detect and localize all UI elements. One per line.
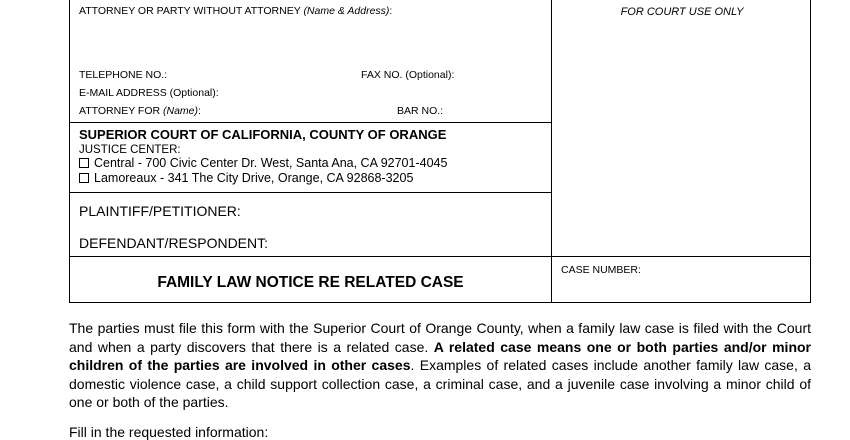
plaintiff-label: PLAINTIFF/PETITIONER: [79,203,241,219]
attorney-for-label: ATTORNEY FOR (Name): [79,105,201,117]
form-header-box [69,0,811,303]
form-title: FAMILY LAW NOTICE RE RELATED CASE [157,274,464,291]
lamoreaux-checkbox[interactable] [79,173,89,183]
instructions-paragraph: The parties must file this form with the Superior Court of Orange County, when a family law case is filed with the Court and when a party discovers that there is a related case. A related case means one or both parties and/or minor children of the parties are involved in other cases. Examples of related cases include another family law case, a domestic violence case, a child support collection case, a criminal case, and a juvenile case involving a minor child of one or both of the parties. [69,320,811,410]
email-label: E-MAIL ADDRESS (Optional): [79,87,219,99]
fill-in-instruction: Fill in the requested information: [69,424,269,440]
bar-number-label: BAR NO.: [397,105,444,117]
option-central [79,156,447,170]
divider [70,122,551,123]
form-right-column [551,0,811,302]
lamoreaux-option-label: Lamoreaux - 341 The City Drive, Orange, CA 92868-3205 [94,171,414,185]
central-checkbox[interactable] [79,158,89,168]
option-lamoreaux [79,171,413,185]
defendant-label: DEFENDANT/RESPONDENT: [79,235,269,251]
case-number-label: CASE NUMBER: [561,264,641,276]
form-left-column [70,0,551,302]
justice-center-label: JUSTICE CENTER: [79,144,181,156]
court-title: SUPERIOR COURT OF CALIFORNIA, COUNTY OF ORANGE [79,127,447,142]
fax-label: FAX NO. (Optional): [361,69,455,81]
central-option-label: Central - 700 Civic Center Dr. West, Santa Ana, CA 92701-4045 [94,156,448,170]
telephone-label: TELEPHONE NO.: [79,69,168,81]
court-use-only-label: FOR COURT USE ONLY [620,6,744,18]
divider [70,192,551,193]
attorney-name-address-label: ATTORNEY OR PARTY WITHOUT ATTORNEY (Name & Address): [79,5,393,17]
